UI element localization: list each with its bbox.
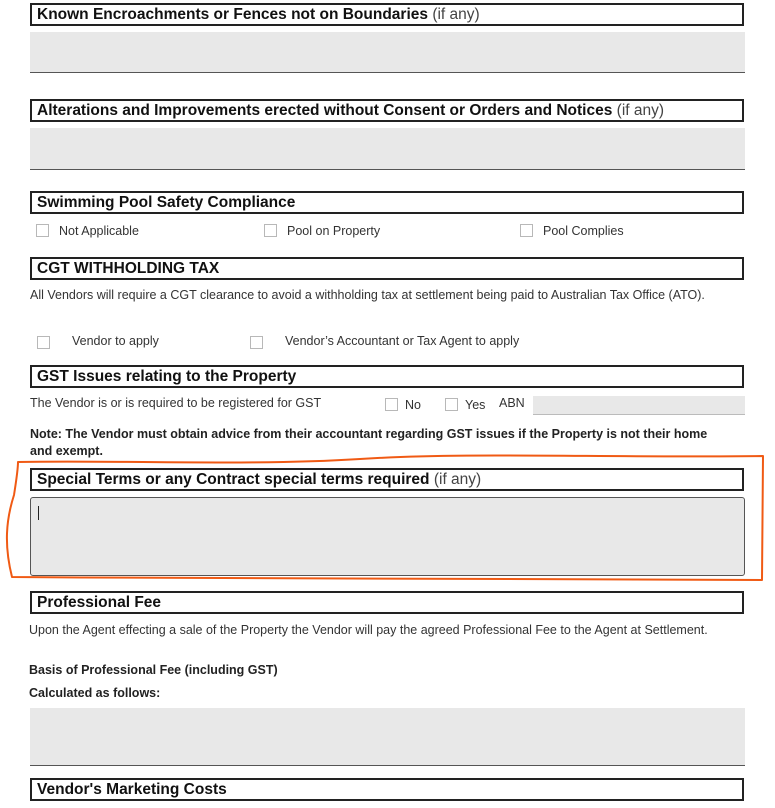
pool-complies-label: Pool Complies [543,224,624,238]
not-applicable-checkbox[interactable] [36,224,49,237]
gst-statement: The Vendor is or is required to be registered for GST [30,396,322,410]
gst-header [30,365,744,388]
text-caret [38,506,39,520]
special-terms-header [30,468,744,491]
gst-no-label: No [405,398,421,412]
pool-complies-checkbox[interactable] [520,224,533,237]
calculated-field[interactable] [30,708,745,766]
vendor-to-apply-label: Vendor to apply [72,334,159,348]
special-terms-optional: (if any) [433,471,482,488]
gst-title: GST Issues relating to the Property [37,368,297,385]
special-terms-textarea[interactable] [30,497,745,576]
gst-no-checkbox[interactable] [385,398,398,411]
abn-label: ABN [499,396,525,410]
accountant-apply-label: Vendor’s Accountant or Tax Agent to apply [285,334,520,348]
vendor-to-apply-checkbox[interactable] [37,336,50,349]
gst-yes-checkbox[interactable] [445,398,458,411]
pool-on-property-checkbox[interactable] [264,224,277,237]
encroachments-header [30,3,744,26]
encroachments-title: Known Encroachments or Fences not on Boundaries [37,6,428,23]
gst-yes-label: Yes [465,398,486,412]
marketing-header [30,778,744,801]
alterations-title: Alterations and Improvements erected without Consent or Orders and Notices [37,102,613,119]
professional-fee-description: Upon the Agent effecting a sale of the Property the Vendor will pay the agreed Professional Fee to the Agent at Settlement. [29,623,708,637]
encroachments-field[interactable] [30,32,745,73]
calculated-label: Calculated as follows: [29,686,161,700]
professional-fee-title: Professional Fee [37,594,162,611]
special-terms-title: Special Terms or any Contract special terms required [37,471,430,488]
alterations-header [30,99,744,122]
not-applicable-label: Not Applicable [59,224,139,238]
cgt-title: CGT WITHHOLDING TAX [37,260,220,277]
professional-fee-header [30,591,744,614]
cgt-header [30,257,744,280]
alterations-field[interactable] [30,128,745,170]
basis-label: Basis of Professional Fee (including GST) [29,663,278,677]
pool-on-property-label: Pool on Property [287,224,381,238]
abn-input[interactable] [533,396,745,415]
gst-note: Note: The Vendor must obtain advice from their accountant regarding GST issues if the Property is not their home and exempt. [30,427,708,458]
encroachments-optional: (if any) [432,6,480,23]
pool-header [30,191,744,214]
pool-title: Swimming Pool Safety Compliance [37,194,296,211]
accountant-apply-checkbox[interactable] [250,336,263,349]
marketing-title: Vendor's Marketing Costs [37,781,227,798]
cgt-description: All Vendors will require a CGT clearance to avoid a withholding tax at settlement being paid to Australian Tax Office (ATO). [30,288,705,302]
alterations-optional: (if any) [616,102,665,119]
